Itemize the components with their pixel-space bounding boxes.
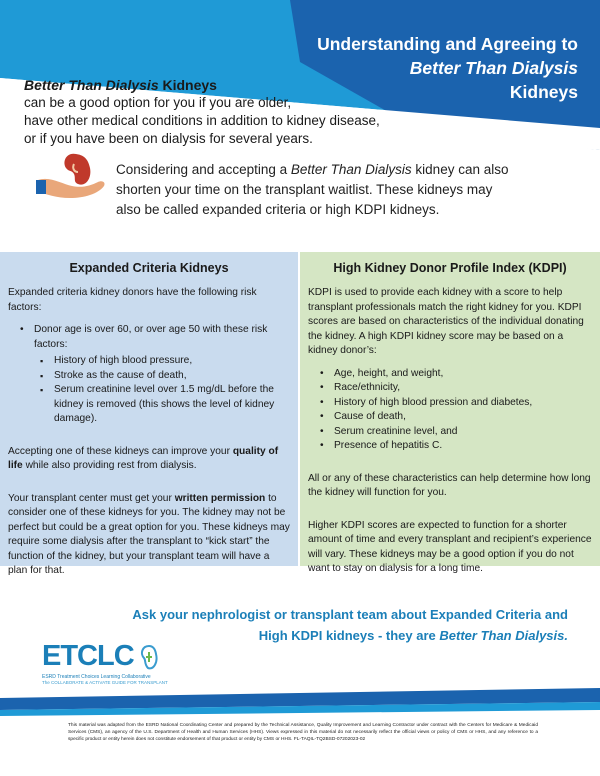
- quality-of-life-paragraph: Accepting one of these kidneys can improve your quality of life while also providing rest from dialysis.: [8, 445, 279, 471]
- kdpi-heading: High Kidney Donor Profile Index (KDPI): [333, 261, 567, 275]
- expanded-criteria-intro: Expanded criteria kidney donors have the following risk factors:: [8, 287, 257, 313]
- risk-factor-sublist: [34, 354, 290, 427]
- list-item: • History of high blood pression and diabetes,: [308, 396, 592, 411]
- kdpi-function-paragraph: All or any of these characteristics can help determine how long the kidney will function for you.: [308, 472, 591, 498]
- intro-paragraph: Better Than Dialysis Kidneys can be a good option for you if you are older, have other medical conditions in addition to kidney disease, or if you have been on dialysis for several years.: [24, 76, 424, 148]
- kdpi-score-paragraph: Higher KDPI scores are expected to function for a shorter amount of time and every transplant and recipient’s experience will vary. These kidneys may be a good option if you do not want to stay on dialysis for a long time.: [308, 519, 592, 574]
- page-title: Understanding and Agreeing to Better Than Dialysis Kidneys: [317, 34, 578, 102]
- list-item: • Presence of hepatitis C.: [308, 439, 592, 454]
- hand-kidney-icon: [36, 150, 112, 200]
- etclc-logo: ETCLC ESRD Treatment Choices Learning Collaborative The COLLABORATE & ACTIVATE GUIDE FOR TRANSPLANT: [42, 640, 168, 685]
- risk-factor-list: [8, 323, 290, 427]
- list-item: • Serum creatinine level, and: [308, 425, 592, 440]
- donor-characteristics-list: [308, 367, 592, 454]
- list-item: • Donor age is over 60, or over age 50 with these risk factors: ▪ History of high blood pressure, ▪ Stroke as the cause of death, ▪ Serum creatinine level over 1.5 mg/dL before the kidney is removed (this shows the level of kidney damage).: [8, 323, 290, 427]
- logo-kidney-icon: [138, 644, 160, 670]
- waitlist-paragraph: Considering and accepting a Better Than Dialysis kidney can also shorten your time on the transplant waitlist. These kidneys may also be called expanded criteria or high KDPI kidneys.: [116, 162, 509, 217]
- expanded-criteria-heading: Expanded Criteria Kidneys: [69, 261, 229, 275]
- kdpi-intro: KDPI is used to provide each kidney with a score to help transplant professionals match the right kidney for you. KDPI scores are based on characteristics of the individual donating the kidney. A high KDPI kidney score may be based on a kidney donor’s:: [308, 287, 584, 356]
- disclaimer: This material was adapted from the ESRD National Coordinating Center and prepared by the Technical Assistance, Quality Improvement and Learning Contractor under contract with the Centers for Medicare & Medicaid Services (CMS), an agency of the U.S. Department of Health and Human Services (HHS). Views expressed in this material do not necessarily reflect the official views or policy of CMS or HHS, and any reference to a specific product or entity herein does not constitute endorsement of that product or entity by CMS or HHS. FL-TAQIL-TQ2BSD-07202023-02: [68, 723, 538, 742]
- expanded-criteria-panel: [0, 252, 298, 576]
- intro-lead: Better Than Dialysis Kidneys: [24, 77, 217, 93]
- logo-wordmark: ETCLC: [42, 640, 134, 672]
- call-to-action: Ask your nephrologist or transplant team about Expanded Criteria and High KDPI kidneys - they are Better Than Dialysis.: [132, 607, 568, 643]
- list-item: ▪ Stroke as the cause of death,: [34, 369, 290, 384]
- list-item: • Age, height, and weight,: [308, 367, 592, 382]
- list-item: ▪ Serum creatinine level over 1.5 mg/dL before the kidney is removed (this shows the level of kidney damage).: [34, 383, 290, 427]
- list-item: • Cause of death,: [308, 410, 592, 425]
- list-item: • Race/ethnicity,: [308, 381, 592, 396]
- list-item: ▪ History of high blood pressure,: [34, 354, 290, 369]
- written-permission-paragraph: Your transplant center must get your written permission to consider one of these kidneys for you. The kidney may not be perfect but could be a great option for you. These kidneys may require some dialysis after the transplant to “kick start” the function of the kidney, but your transplant team will have a plan for that.: [8, 492, 290, 576]
- kdpi-panel: [300, 252, 600, 574]
- footer-band: [0, 688, 600, 716]
